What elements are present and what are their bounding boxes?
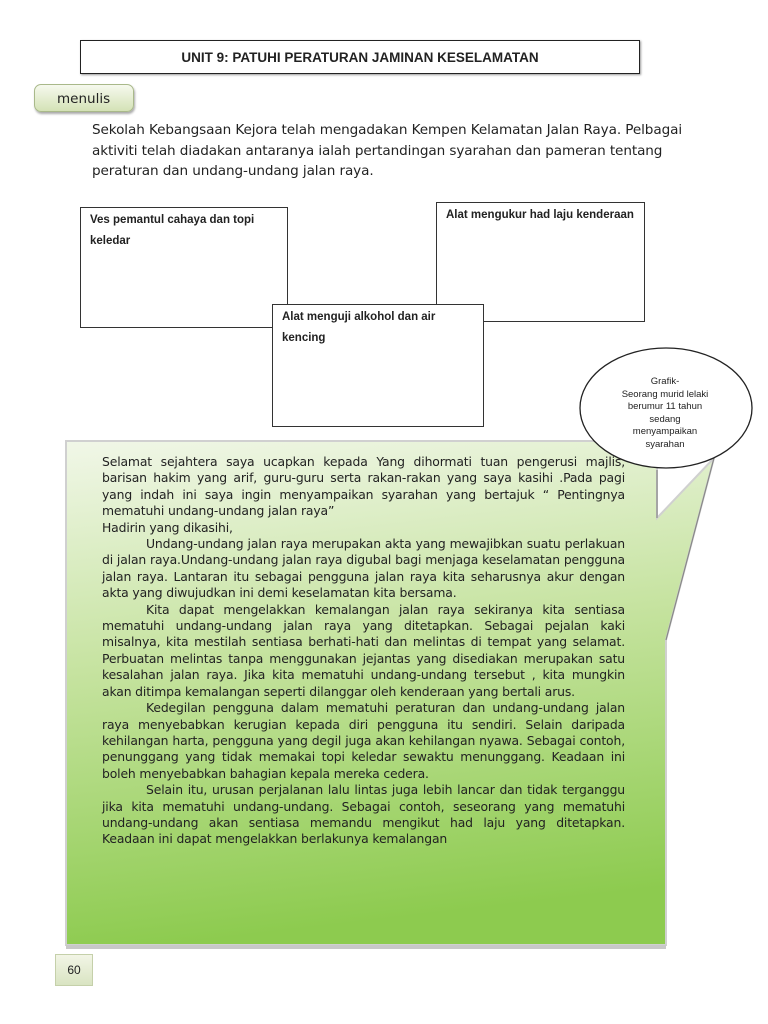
unit-title: UNIT 9: PATUHI PERATURAN JAMINAN KESELAMATAN [80, 40, 640, 74]
speech-text [102, 454, 625, 848]
bubble-line: Seorang murid lelaki [621, 388, 709, 400]
section-tag-menulis: menulis [34, 84, 134, 112]
bubble-line: berumur 11 tahun [627, 401, 703, 412]
bubble-caption [590, 376, 740, 451]
page-number: 60 [55, 954, 93, 986]
speech-paragraph: Selain itu, urusan perjalanan lalu lintas juga lebih lancar dan tidak terganggu jika kita mematuhi undang-undang. Sebagai contoh, seseorang yang mematuhi undang-undang akan sentiasa memandu mengikut had laju yang ditetapkan. Keadaan ini dapat mengelakkan berlakunya kemalangan [102, 782, 625, 847]
bubble-line: syarahan [645, 438, 685, 450]
bubble-line: Grafik- [650, 376, 680, 387]
item-box-alcohol-test: Alat menguji alkohol dan air kencing [272, 304, 484, 427]
speech-paragraph: Hadirin yang dikasihi, [102, 519, 233, 535]
speech-paragraph: Undang-undang jalan raya merupakan akta yang mewajibkan suatu perlakuan di jalan raya.Undang-undang jalan raya digubal bagi menjaga keselamatan pengguna jalan raya. Lantaran itu sebagai pengguna jalan raya kita seharusnya akur dengan akta yang diwujudkan ini demi keselamatan kita bersama. [102, 536, 625, 601]
bubble-line: menyampaikan [632, 426, 698, 437]
speech-paragraph: Kita dapat mengelakkan kemalangan jalan raya sekiranya kita sentiasa mematuhi undang-undang jalan raya yang ditetapkan. Sebagai pejalan kaki misalnya, kita mestilah sentiasa berhati-hati dan melintas di tempat yang selamat. Perbuatan melintas tanpa menggunakan jejantas yang disediakan merupakan satu kesalahan jalan raya. Jika kita mematuhi undang-undang tersebut , kita mungkin akan ditimpa kemalangan seperti dilanggar oleh kenderaan yang bertali arus. [102, 601, 625, 699]
speech-paragraph: Kedegilan pengguna dalam mematuhi peraturan dan undang-undang jalan raya menyebabkan kerugian kepada diri pengguna itu sendiri. Selain daripada kehilangan harta, pengguna yang degil juga akan kehilangan nyawa. Sebagai contoh, penunggang yang tidak memakai topi keledar sewaktu menunggang. Keadaan ini boleh menyebabkan bahagian kepala mereka cedera. [102, 700, 625, 781]
item-box-speed-meter: Alat mengukur had laju kenderaan [436, 202, 645, 322]
speech-paragraph: Selamat sejahtera saya ucapkan kepada Yang dihormati tuan pengerusi majlis, barisan hakim yang arif, guru-guru serta rakan-rakan yang saya kasihi .Pada pagi yang indah ini saya ingin menyampaikan syarahan yang bertajuk “ Pentingnya mematuhi undang-undang jalan raya” [102, 454, 625, 519]
bubble-line: sedang [649, 413, 681, 425]
item-box-reflective-vest: Ves pemantul cahaya dan topi keledar [80, 207, 288, 328]
intro-paragraph: Sekolah Kebangsaan Kejora telah mengadakan Kempen Kelamatan Jalan Raya. Pelbagai aktiviti telah diadakan antaranya ialah pertandingan syarahan dan pameran tentang peraturan dan undang-undang jalan raya. [92, 122, 683, 179]
